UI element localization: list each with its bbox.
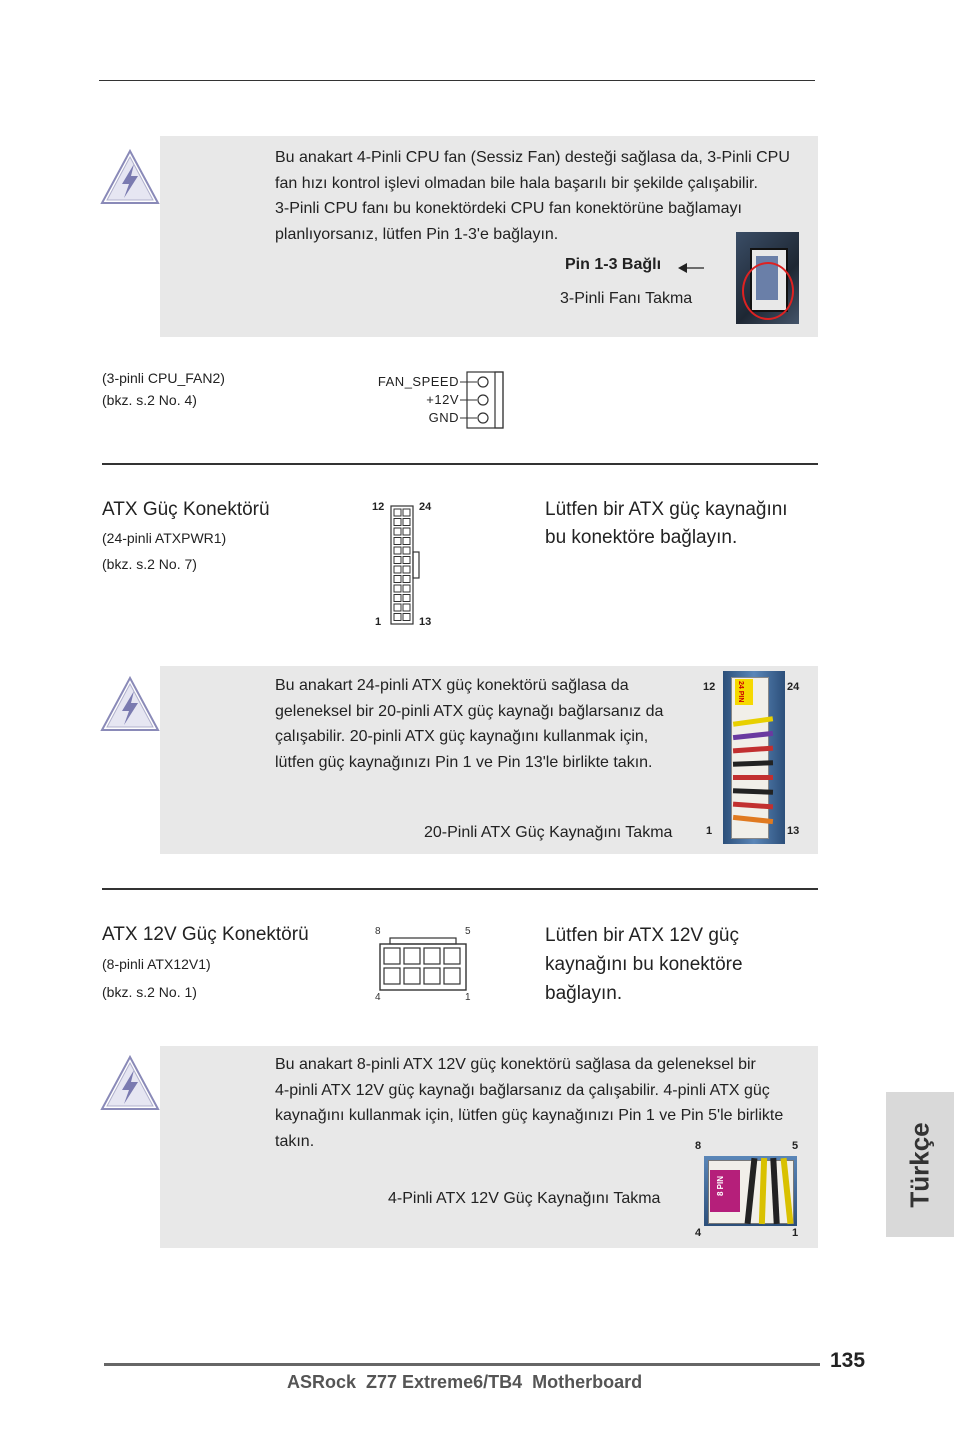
- fan-connector-diagram: [460, 370, 508, 430]
- atx-power-ref: (bkz. s.2 No. 7): [102, 556, 197, 572]
- atx-pin-1: 1: [375, 616, 382, 628]
- atx-photo-sticker: 24 PIN: [737, 681, 744, 703]
- connector-pin: [394, 614, 401, 621]
- connector-pin: [394, 595, 401, 602]
- note-text-atx12v: Bu anakart 8-pinli ATX 12V güç konektörü sağlasa da geleneksel bir 4-pinli ATX 12V güç kaynağı bağlarsanız da çalışabilir. 4-pinli ATX güç kaynağını kullanmak için, lütfen güç kaynağınızı Pin 1 ve Pin 5'le birlikte takın.: [275, 1056, 784, 1150]
- footer-rule: [104, 1363, 820, 1366]
- atx-power-desc: Lütfen bir ATX güç kaynağını bu konektöre bağlayın.: [545, 499, 788, 548]
- fan-pin-label-gnd: GND: [428, 410, 459, 425]
- connector-pin: [404, 968, 420, 984]
- atx-pin-12: 12: [372, 501, 385, 513]
- atx12v-photo-pin-1: 1: [792, 1227, 799, 1239]
- section-rule-atx12v: [102, 888, 818, 890]
- atx-pin-13: 13: [419, 616, 432, 628]
- cpu-fan-photo: [736, 232, 799, 324]
- connector-pin: [403, 547, 410, 554]
- atx12v-4pin-caption: 4-Pinli ATX 12V Güç Kaynağını Takma: [388, 1190, 661, 1207]
- page-number: 135: [830, 1349, 866, 1372]
- atx-photo-pin-12: 12: [703, 681, 716, 693]
- fan-pin-label-speed: FAN_SPEED: [377, 374, 459, 389]
- atx-power-name: (24-pinli ATXPWR1): [102, 530, 227, 546]
- note-text-cpu-fan: Bu anakart 4-Pinli CPU fan (Sessiz Fan) desteği sağlasa da, 3-Pinli CPU fan hızı kontrol işlevi olmadan bile hala başarılı bir şekilde çalışabilir. 3-Pinli CPU fanı bu konektördeki CPU fan konektörüne bağlamayı planlıyorsanız, lütfen Pin 1-3'e bağlayın.: [275, 149, 790, 243]
- note-text-atx: Bu anakart 24-pinli ATX güç konektörü sağlasa da geleneksel bir 20-pinli ATX güç kaynağı bağlarsanız da çalışabilir. 20-pinli ATX güç kaynağını kullanmak için, lütfen güç kaynağınızı Pin 1 ve Pin 13'le birlikte takın.: [275, 677, 664, 771]
- atx12v-pin-4: 4: [375, 992, 381, 1003]
- arrow-left-icon: [676, 261, 706, 275]
- section-rule-atx: [102, 463, 818, 465]
- atx-24pin-connector-diagram: [388, 504, 422, 628]
- connector-latch: [413, 552, 419, 578]
- connector-pin: [424, 968, 440, 984]
- connector-pin: [444, 948, 460, 964]
- atx12v-8pin-connector-diagram: [378, 936, 470, 994]
- atx12v-title: ATX 12V Güç Konektörü: [102, 924, 309, 945]
- connector-pin: [444, 968, 460, 984]
- connector-pin: [394, 576, 401, 583]
- cpu-fan2-ref: (bkz. s.2 No. 4): [102, 392, 197, 408]
- warning-icon: [100, 675, 160, 733]
- connector-pin: [403, 519, 410, 526]
- atx-pin-24: 24: [419, 501, 432, 513]
- connector-pin: [384, 968, 400, 984]
- atx12v-desc: Lütfen bir ATX 12V güç kaynağını bu konektöre bağlayın.: [545, 925, 743, 1004]
- language-tab-label: Türkçe: [904, 1121, 935, 1208]
- language-tab: [886, 1092, 954, 1237]
- connector-pin: [394, 528, 401, 535]
- atx-power-title: ATX Güç Konektörü: [102, 499, 270, 520]
- connector-pin: [403, 585, 410, 592]
- atx-photo-pin-24: 24: [787, 681, 800, 693]
- connector-pin: [394, 604, 401, 611]
- connector-pin: [384, 948, 400, 964]
- connector-pin: [403, 538, 410, 545]
- connector-pin: [394, 566, 401, 573]
- footer-product-name: ASRock Z77 Extreme6/TB4 Motherboard: [287, 1372, 643, 1392]
- connector-latch: [390, 938, 456, 944]
- connector-pin: [403, 528, 410, 535]
- atx12v-photo-pin-5: 5: [792, 1140, 799, 1152]
- atx-photo-pin-13: 13: [787, 825, 800, 837]
- connector-pin: [394, 547, 401, 554]
- connector-pin: [404, 948, 420, 964]
- connector-pin: [394, 557, 401, 564]
- atx-20pin-caption: 20-Pinli ATX Güç Kaynağını Takma: [424, 824, 673, 841]
- atx12v-photo-sticker: 8 PIN: [716, 1176, 725, 1197]
- connector-pin: [403, 509, 410, 516]
- atx12v-pin-8: 8: [375, 926, 381, 937]
- connector-pin: [403, 595, 410, 602]
- pin-connected-label: Pin 1-3 Bağlı: [565, 256, 662, 273]
- atx12v-pin-1: 1: [465, 992, 471, 1003]
- connector-pin: [403, 614, 410, 621]
- connector-pin: [394, 509, 401, 516]
- connector-pin: [394, 538, 401, 545]
- atx-photo-pin-1: 1: [706, 825, 713, 837]
- top-rule: [99, 80, 815, 81]
- atx12v-pin-5: 5: [465, 926, 471, 937]
- cpu-fan-caption: 3-Pinli Fanı Takma: [560, 290, 693, 307]
- atx12v-ref: (bkz. s.2 No. 1): [102, 984, 197, 1000]
- connector-pin: [403, 576, 410, 583]
- connector-pin: [394, 519, 401, 526]
- connector-pin: [394, 585, 401, 592]
- atx12v-photo-pin-8: 8: [695, 1140, 702, 1152]
- atx12v-name: (8-pinli ATX12V1): [102, 956, 211, 972]
- warning-icon: [100, 1054, 160, 1112]
- connector-pin: [403, 604, 410, 611]
- connector-pin: [424, 948, 440, 964]
- fan-pin-label-12v: +12V: [426, 392, 459, 407]
- atx12v-photo-pin-4: 4: [695, 1227, 702, 1239]
- atx-20pin-photo: [723, 671, 785, 844]
- warning-icon: [100, 148, 160, 206]
- connector-pin: [403, 566, 410, 573]
- atx12v-4pin-photo: [704, 1156, 797, 1226]
- cpu-fan2-name: (3-pinli CPU_FAN2): [102, 370, 225, 386]
- connector-pin: [403, 557, 410, 564]
